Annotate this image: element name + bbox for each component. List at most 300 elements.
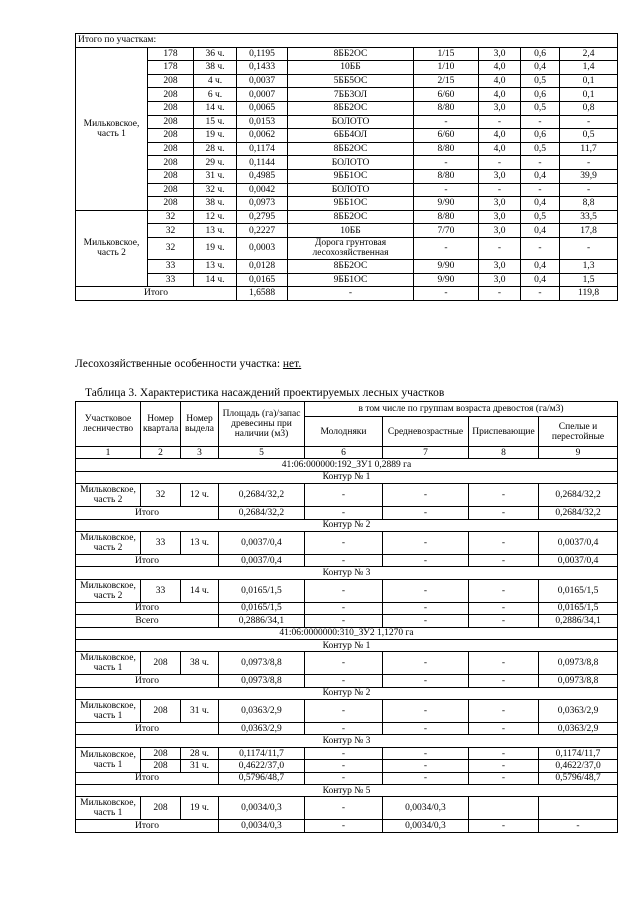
grand-total-row [76,615,618,627]
age-cell: 8/80 [414,169,479,183]
age-cell: 9/90 [414,273,479,287]
subtotal-row [76,507,618,519]
forestry-name-cell: Мильковское, часть 1 [76,47,148,210]
maturing-cell [469,797,539,820]
subtotal-value-cell: - [305,507,383,519]
subtotal-value-cell: 0,0363/2,9 [539,723,618,735]
stock-cell: - [560,183,618,197]
age-cell: 9/90 [414,259,479,273]
section-cell: 19 ч. [194,129,237,143]
density-cell: 0,6 [521,47,560,61]
area-cell: 0,2795 [237,210,288,224]
composition-cell: БОЛОТО [288,183,414,197]
stock-cell: 1,3 [560,259,618,273]
section-cell: 13 ч. [194,259,237,273]
plot-title-row [76,459,618,471]
maturing-cell: - [469,760,539,772]
area-stock-cell: 0,0165/1,5 [219,579,305,602]
stock-cell: - [560,237,618,259]
bonitet-cell: 4,0 [479,61,521,75]
middle-aged-cell: - [383,747,469,759]
mature-cell: 0,0165/1,5 [539,579,618,602]
bonitet-cell: 4,0 [479,129,521,143]
subtotal-value-cell: - [383,554,469,566]
subtotal-value-cell: 0,2684/32,2 [219,507,305,519]
contour-row [76,735,618,747]
column-number-cell: 1 [76,447,141,459]
young-cell: - [305,652,383,675]
column-number-cell: 2 [141,447,181,459]
area-cell: 0,0003 [237,237,288,259]
quarter-cell: 178 [148,61,194,75]
quarter-cell: 208 [148,169,194,183]
table-header-row [76,34,618,48]
quarter-cell: 208 [148,142,194,156]
middle-aged-cell: - [383,760,469,772]
grand-total-label-cell: Всего [76,615,219,627]
table-row [76,115,618,129]
density-cell: 0,4 [521,61,560,75]
density-cell: - [521,237,560,259]
section-cell: 15 ч. [194,115,237,129]
contour-row [76,785,618,797]
middle-aged-cell: - [383,700,469,723]
density-cell: 0,4 [521,273,560,287]
table-row [76,129,618,143]
subtotal-value-cell: - [305,723,383,735]
composition-cell: 8ББ2ОС [288,259,414,273]
column-number-cell: 7 [383,447,469,459]
grand-total-value-cell: - [383,615,469,627]
composition-cell: 10ББ [288,224,414,238]
subtotal-row [76,675,618,687]
column-number-cell: 8 [469,447,539,459]
grand-total-value-cell: 0,2886/34,1 [539,615,618,627]
area-stock-cell: 0,0034/0,3 [219,797,305,820]
col-area-header: Площадь (га)/запас древесины при наличии (м3) [219,402,305,447]
col-mature-header: Спелые и перестойные [539,417,618,447]
table-row [76,88,618,102]
composition-cell: БОЛОТО [288,115,414,129]
section-cell: 36 ч. [194,47,237,61]
subtotal-value-cell: - [383,675,469,687]
plot-title: 41:06:0000000:310_ЗУ2 1,1270 га [76,627,618,639]
quarter-cell: 208 [148,129,194,143]
subtotal-value-cell: 0,0363/2,9 [219,723,305,735]
table-row [76,747,618,759]
quarter-cell: 208 [148,74,194,88]
composition-cell: 6ББ4ОЛ [288,129,414,143]
area-cell: 0,0973 [237,197,288,211]
area-stock-cell: 0,0973/8,8 [219,652,305,675]
area-cell: 0,0065 [237,101,288,115]
composition-cell: 9ББ1ОС [288,197,414,211]
age-cell: 7/70 [414,224,479,238]
maturing-cell: - [469,531,539,554]
subtotal-label-cell: Итого [76,554,219,566]
stock-cell: - [560,115,618,129]
quarter-cell: 32 [141,484,181,507]
table-caption: Таблица 3. Характеристика насаждений проектируемых лесных участков [85,387,445,399]
section-cell: 14 ч. [194,273,237,287]
area-stock-cell: 0,4622/37,0 [219,760,305,772]
contour-title: Контур № 5 [76,785,618,797]
col-young-header: Молодняки [305,417,383,447]
age-cell: 8/80 [414,210,479,224]
composition-cell: 8ББ2ОС [288,47,414,61]
young-cell: - [305,760,383,772]
maturing-cell: - [469,652,539,675]
subtotal-value-cell: - [305,554,383,566]
stock-cell: 39,9 [560,169,618,183]
table-row [76,579,618,602]
area-cell: 0,2227 [237,224,288,238]
stock-cell: 1,5 [560,273,618,287]
header-row-1 [76,402,618,417]
area-cell: 0,0007 [237,88,288,102]
bonitet-cell: 3,0 [479,101,521,115]
subtotal-value-cell: - [469,602,539,614]
area-cell: 0,4985 [237,169,288,183]
area-cell: 0,1144 [237,156,288,170]
section-cell: 12 ч. [181,484,219,507]
density-cell: - [521,156,560,170]
section-cell: 13 ч. [181,531,219,554]
col-forestry-header: Участковое лесничество [76,402,141,447]
contour-row [76,519,618,531]
col-section-header: Номер выдела [181,402,219,447]
contour-row [76,567,618,579]
contour-row [76,687,618,699]
young-cell: - [305,700,383,723]
subtotal-value-cell: - [469,554,539,566]
subtotal-value-cell: 0,2684/32,2 [539,507,618,519]
area-cell: 0,0037 [237,74,288,88]
quarter-cell: 33 [141,579,181,602]
quarter-cell: 32 [148,224,194,238]
density-cell: 0,4 [521,169,560,183]
section-cell: 38 ч. [194,61,237,75]
composition-cell: БОЛОТО [288,156,414,170]
column-number-cell: 3 [181,447,219,459]
section-cell: 14 ч. [181,579,219,602]
age-cell: 9/90 [414,197,479,211]
maturing-cell: - [469,579,539,602]
age-cell: - [414,156,479,170]
subtotal-label-cell: Итого [76,723,219,735]
total-value-cell: 1,6588 [237,287,288,301]
bonitet-cell: 3,0 [479,273,521,287]
table-row [76,760,618,772]
composition-cell: 8ББ2ОС [288,101,414,115]
total-value-cell: 119,8 [560,287,618,301]
section-cell: 28 ч. [181,747,219,759]
age-group-header: в том числе по группам возраста древостоя (га/м3) [305,402,618,417]
section-cell: 31 ч. [181,760,219,772]
forestry-cell: Мильковское, часть 2 [76,484,141,507]
composition-cell: 9ББ1ОС [288,169,414,183]
area-cell: 0,0062 [237,129,288,143]
bonitet-cell: 4,0 [479,88,521,102]
density-cell: 0,6 [521,129,560,143]
table-row [76,224,618,238]
age-cell: 2/15 [414,74,479,88]
subtotal-value-cell: 0,0037/0,4 [539,554,618,566]
grand-total-value-cell: 0,2886/34,1 [219,615,305,627]
quarter-cell: 33 [141,531,181,554]
area-stock-cell: 0,2684/32,2 [219,484,305,507]
table-row [76,237,618,259]
density-cell: 0,6 [521,88,560,102]
table-row [76,183,618,197]
section-cell: 14 ч. [194,101,237,115]
subtotal-value-cell: - [469,820,539,832]
young-cell: - [305,747,383,759]
forestry-cell: Мильковское, часть 1 [76,747,141,772]
contour-title: Контур № 2 [76,519,618,531]
quarter-cell: 33 [148,273,194,287]
bonitet-cell: 4,0 [479,74,521,88]
section-cell: 31 ч. [181,700,219,723]
stands-characteristics-table [75,401,618,833]
maturing-cell: - [469,747,539,759]
quarter-cell: 32 [148,210,194,224]
age-cell: 6/60 [414,129,479,143]
bonitet-cell: - [479,237,521,259]
section-cell: 12 ч. [194,210,237,224]
forestry-features-note [75,358,301,370]
subtotal-value-cell: 0,0034/0,3 [383,820,469,832]
area-cell: 0,0153 [237,115,288,129]
age-cell: - [414,115,479,129]
subtotal-label-cell: Итого [76,772,219,784]
bonitet-cell: 3,0 [479,224,521,238]
young-cell: - [305,484,383,507]
mature-cell: 0,0973/8,8 [539,652,618,675]
table-row [76,47,618,61]
table-row [76,531,618,554]
total-value-cell: - [414,287,479,301]
quarter-cell: 32 [148,237,194,259]
col-quarter-header: Номер квартала [141,402,181,447]
section-cell: 6 ч. [194,88,237,102]
contour-title: Контур № 3 [76,735,618,747]
subtotal-value-cell: - [539,820,618,832]
mature-cell: 0,4622/37,0 [539,760,618,772]
table-row [76,797,618,820]
forest-plots-table [75,33,618,301]
table-row [76,156,618,170]
stock-cell: 1,4 [560,61,618,75]
mature-cell: 0,2684/32,2 [539,484,618,507]
maturing-cell: - [469,484,539,507]
subtotal-value-cell: - [469,772,539,784]
density-cell: - [521,183,560,197]
bonitet-cell: 3,0 [479,47,521,61]
table-row [76,101,618,115]
subtotal-row [76,723,618,735]
section-cell: 29 ч. [194,156,237,170]
age-cell: - [414,237,479,259]
area-cell: 0,0128 [237,259,288,273]
table-row [76,142,618,156]
forestry-cell: Мильковское, часть 1 [76,797,141,820]
subtotal-value-cell: 0,5796/48,7 [219,772,305,784]
stock-cell: 2,4 [560,47,618,61]
density-cell: 0,5 [521,142,560,156]
age-cell: 6/60 [414,88,479,102]
age-cell: 8/80 [414,142,479,156]
forestry-cell: Мильковское, часть 1 [76,700,141,723]
forestry-cell: Мильковское, часть 2 [76,531,141,554]
mature-cell: 0,0363/2,9 [539,700,618,723]
grand-total-value-cell: - [305,615,383,627]
subtotal-value-cell: 0,0037/0,4 [219,554,305,566]
density-cell: 0,5 [521,101,560,115]
subtotal-row [76,772,618,784]
column-number-cell: 5 [219,447,305,459]
bonitet-cell: 3,0 [479,169,521,183]
subtotal-value-cell: 0,0165/1,5 [219,602,305,614]
subtotal-row [76,554,618,566]
table-row [76,273,618,287]
subtotal-label-cell: Итого [76,820,219,832]
column-numbers-row [76,447,618,459]
col-middle-aged-header: Средневозрастные [383,417,469,447]
note-label: Лесохозяйственные особенности участка: [75,358,281,370]
contour-title: Контур № 3 [76,567,618,579]
quarter-cell: 208 [141,652,181,675]
bonitet-cell: - [479,183,521,197]
subtotal-value-cell: - [469,507,539,519]
subtotal-row [76,602,618,614]
col-maturing-header: Приспевающие [469,417,539,447]
quarter-cell: 208 [148,156,194,170]
bonitet-cell: - [479,115,521,129]
subtotal-value-cell: - [383,507,469,519]
stock-cell: 33,5 [560,210,618,224]
young-cell: - [305,579,383,602]
mature-cell [539,797,618,820]
composition-cell: 8ББ2ОС [288,142,414,156]
maturing-cell: - [469,700,539,723]
age-cell: 1/15 [414,47,479,61]
plot-title: 41:06:000000:192_ЗУ1 0,2889 га [76,459,618,471]
composition-cell: 8ББ2ОС [288,210,414,224]
forestry-cell: Мильковское, часть 1 [76,652,141,675]
mature-cell: 0,1174/11,7 [539,747,618,759]
stock-cell: 0,5 [560,129,618,143]
total-value-cell: - [521,287,560,301]
stock-cell: 0,1 [560,88,618,102]
middle-aged-cell: 0,0034/0,3 [383,797,469,820]
total-row [76,287,618,301]
density-cell: - [521,115,560,129]
quarter-cell: 33 [148,259,194,273]
subtotal-value-cell: - [383,723,469,735]
area-cell: 0,1195 [237,47,288,61]
total-label-cell: Итого [76,287,237,301]
contour-title: Контур № 1 [76,639,618,651]
section-cell: 13 ч. [194,224,237,238]
middle-aged-cell: - [383,531,469,554]
area-cell: 0,1174 [237,142,288,156]
total-value-cell: - [288,287,414,301]
quarter-cell: 208 [148,115,194,129]
young-cell: - [305,531,383,554]
composition-cell: Дорога грунтовая лесохозяйственная [288,237,414,259]
subtotal-value-cell: - [383,772,469,784]
area-stock-cell: 0,1174/11,7 [219,747,305,759]
subtotal-value-cell: - [305,820,383,832]
area-cell: 0,1433 [237,61,288,75]
quarter-cell: 178 [148,47,194,61]
composition-cell: 10ББ [288,61,414,75]
quarter-cell: 208 [148,183,194,197]
density-cell: 0,5 [521,74,560,88]
area-stock-cell: 0,0363/2,9 [219,700,305,723]
subtotal-value-cell: 0,0165/1,5 [539,602,618,614]
section-cell: 38 ч. [181,652,219,675]
subtotal-value-cell: 0,0034/0,3 [219,820,305,832]
density-cell: 0,4 [521,197,560,211]
density-cell: 0,5 [521,210,560,224]
bonitet-cell: - [479,156,521,170]
bonitet-cell: 3,0 [479,210,521,224]
composition-cell: 9ББ1ОС [288,273,414,287]
mature-cell: 0,0037/0,4 [539,531,618,554]
table-row [76,259,618,273]
stock-cell: 8,8 [560,197,618,211]
subtotal-label-cell: Итого [76,675,219,687]
quarter-cell: 208 [141,760,181,772]
stock-cell: 0,1 [560,74,618,88]
middle-aged-cell: - [383,484,469,507]
subtotal-row [76,820,618,832]
subtotal-value-cell: 0,0973/8,8 [539,675,618,687]
forestry-cell: Мильковское, часть 2 [76,579,141,602]
subtotal-value-cell: - [469,723,539,735]
area-cell: 0,0042 [237,183,288,197]
subtotal-value-cell: - [469,675,539,687]
contour-title: Контур № 1 [76,471,618,483]
table-row [76,652,618,675]
section-cell: 31 ч. [194,169,237,183]
forestry-name-cell: Мильковское, часть 2 [76,210,148,286]
middle-aged-cell: - [383,579,469,602]
stock-cell: 0,8 [560,101,618,115]
column-number-cell: 6 [305,447,383,459]
section-cell: 28 ч. [194,142,237,156]
note-value: нет. [282,358,302,370]
stock-cell: 11,7 [560,142,618,156]
quarter-cell: 208 [148,101,194,115]
young-cell: - [305,797,383,820]
table-row [76,61,618,75]
column-number-cell: 9 [539,447,618,459]
composition-cell: 5ББ5ОС [288,74,414,88]
grand-total-value-cell: - [469,615,539,627]
quarter-cell: 208 [141,797,181,820]
age-cell: - [414,183,479,197]
quarter-cell: 208 [148,88,194,102]
middle-aged-cell: - [383,652,469,675]
plot-title-row [76,627,618,639]
subtotal-value-cell: 0,0973/8,8 [219,675,305,687]
stock-cell: - [560,156,618,170]
contour-row [76,639,618,651]
area-cell: 0,0165 [237,273,288,287]
